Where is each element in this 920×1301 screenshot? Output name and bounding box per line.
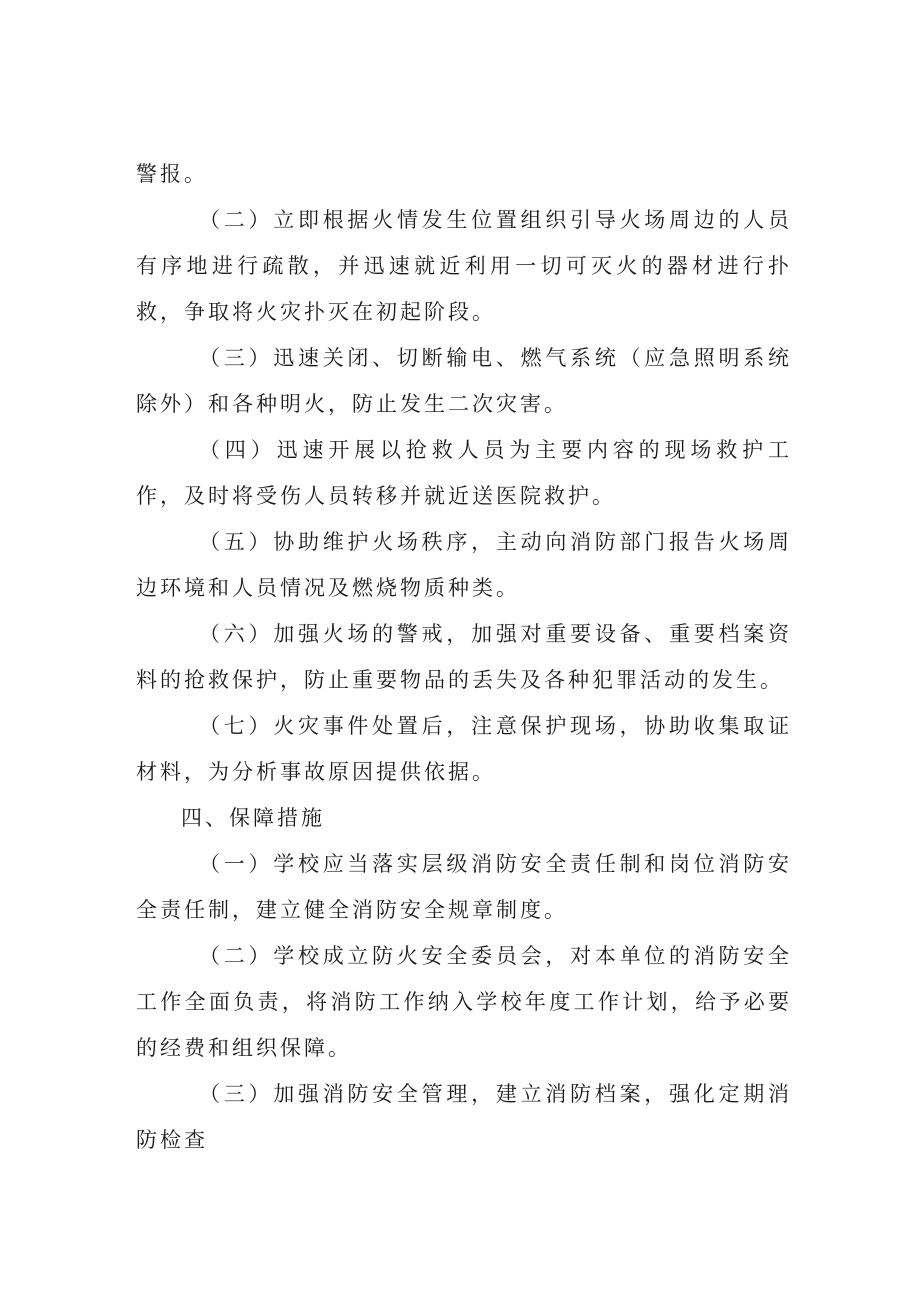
- paragraph-item-5: （五）协助维护火场秩序，主动向消防部门报告火场周边环境和人员情况及燃烧物质种类。: [136, 530, 792, 600]
- measure-item-3: （三）加强消防安全管理，建立消防档案，强化定期消防检查: [136, 1082, 792, 1152]
- section-heading: 四、保障措施: [181, 806, 325, 830]
- paragraph-item-3: （三）迅速关闭、切断输电、燃气系统（应急照明系统除外）和各种明火，防止发生二次灾害。: [136, 346, 792, 416]
- document-body: [136, 151, 792, 1163]
- continuation-text: 警报。: [136, 162, 208, 186]
- paragraph-item-6: （六）加强火场的警戒，加强对重要设备、重要档案资料的抢救保护，防止重要物品的丢失及各种犯罪活动的发生。: [136, 622, 792, 692]
- measure-item-1: （一）学校应当落实层级消防安全责任制和岗位消防安全责任制，建立健全消防安全规章制度。: [136, 852, 792, 922]
- paragraph-item-4: （四）迅速开展以抢救人员为主要内容的现场救护工作，及时将受伤人员转移并就近送医院救护。: [136, 438, 792, 508]
- measure-item-2: （二）学校成立防火安全委员会，对本单位的消防安全工作全面负责，将消防工作纳入学校年度工作计划，给予必要的经费和组织保障。: [136, 944, 792, 1060]
- paragraph-item-2: （二）立即根据火情发生位置组织引导火场周边的人员有序地进行疏散，并迅速就近利用一切可灭火的器材进行扑救，争取将火灾扑灭在初起阶段。: [136, 208, 792, 324]
- paragraph-item-7: （七）火灾事件处置后，注意保护现场，协助收集取证材料，为分析事故原因提供依据。: [136, 714, 792, 784]
